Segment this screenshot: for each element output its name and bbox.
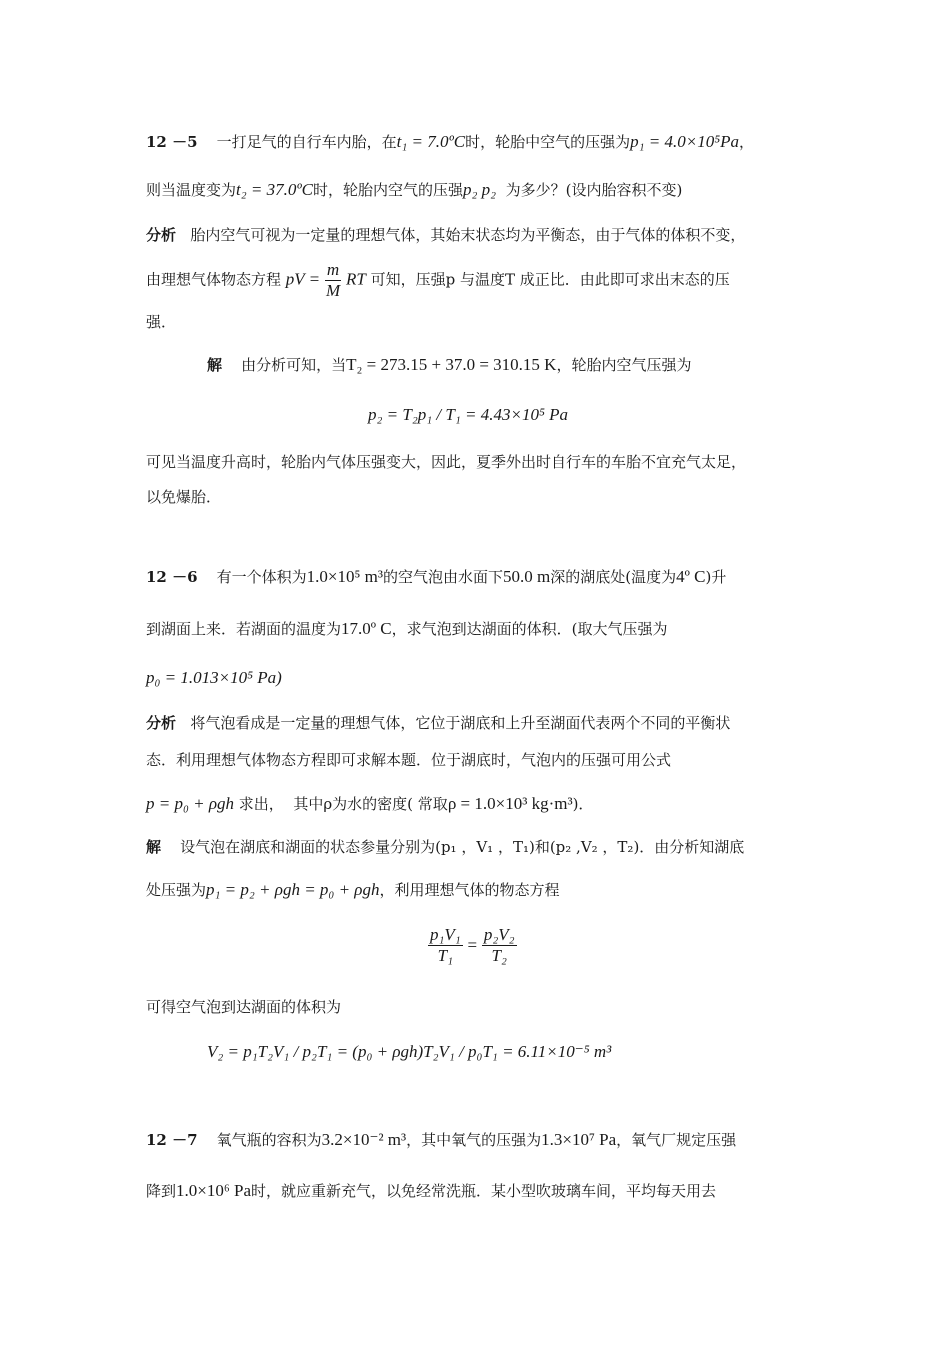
math: t₁ = 7.0ºC [396, 132, 466, 151]
analysis-line-3 [146, 312, 176, 332]
text: ，求气泡到达湖面的体积．(取大气压强为 [391, 620, 668, 638]
text: ，轮胎内空气压强为 [556, 356, 692, 374]
solution-label: 解 [207, 356, 223, 374]
problem-12-6-line-1 [146, 567, 726, 587]
numerator: p₁V₁ [430, 925, 461, 944]
text: 胎内空气可视为一定量的理想气体，其始末状态均为平衡态，由于气体的体积不变， [190, 226, 746, 244]
text: 可得空气泡到达湖面的体积为 [146, 998, 342, 1016]
text: 设气泡在湖底和湖面的状态参量分别为(p₁ ，V₁ ，T₁)和(p₂ ,V₂ ，T₂)．由分析知湖底 [180, 838, 745, 856]
math: t₂ = 37.0ºC [236, 180, 313, 199]
result-equation: V₂ = p₁T₂V₁ / p₂T₁ = (p₀ + ρgh)T₂V₁ / p₀T₁ = 6.11×10⁻⁵ m³ [207, 1042, 612, 1061]
solution-line-1 [207, 355, 691, 375]
math: p₁ = p₂ + ρgh = p₀ + ρgh [206, 880, 380, 899]
text: 氧气瓶的容积为 [216, 1131, 322, 1149]
fraction-equation [428, 925, 517, 966]
text: 其中ρ为水的密度( 常取 [293, 795, 448, 813]
math: p₁ = 4.0×10⁵Pa [630, 132, 740, 151]
text: ，氧气厂规定压强 [616, 1131, 737, 1149]
math: 1.3×10⁷ Pa [541, 1130, 617, 1149]
denominator: T₂ [491, 946, 507, 965]
math: 50.0 m [503, 567, 551, 586]
numerator: p₂V₂ [483, 925, 515, 944]
fraction-left [428, 925, 463, 966]
text: 态．利用理想气体物态方程即可求解本题．位于湖底时，气泡内的压强可用公式 [146, 751, 672, 769]
text: 由理想气体物态方程 [146, 270, 282, 289]
text: 以免爆胎． [146, 488, 222, 506]
problem-number: 12 －5 [146, 133, 198, 151]
text: 时，就应重新充气，以免经常洗瓶．某小型吹玻璃车间，平均每天用去 [251, 1182, 717, 1200]
text: 时，轮胎内空气的压强 [312, 181, 463, 199]
math: 1.0×10⁶ Pa [176, 1181, 252, 1200]
analysis-line-2 [146, 750, 671, 770]
math: ρ = 1.0×10³ kg·m³ [447, 794, 573, 813]
text: 强． [146, 313, 177, 331]
text: 将气泡看成是一定量的理想气体，它位于湖底和上升至湖面代表两个不同的平衡状 [190, 714, 731, 732]
math: p₂ p₂ [463, 180, 497, 199]
text: 为多少？(设内胎容积不变) [505, 181, 683, 199]
text: 时，轮胎中空气的压强为 [465, 133, 631, 151]
conclusion-line-2 [146, 487, 221, 507]
problem-12-6-line-2 [146, 619, 668, 639]
problem-12-7-line-2 [146, 1181, 716, 1201]
math: pV = [285, 269, 321, 289]
problem-number: 12 －7 [146, 1131, 198, 1149]
problem-12-7-line-1 [146, 1130, 736, 1150]
text: 一打足气的自行车内胎，在 [216, 133, 397, 151]
math: 1.0×10⁵ m³ [306, 567, 383, 586]
problem-number: 12 －6 [146, 568, 198, 586]
text: 求出， [238, 795, 284, 813]
analysis-line-1 [146, 713, 730, 733]
text: ，其中氧气的压强为 [406, 1131, 542, 1149]
denominator: M [325, 281, 341, 300]
math: T₂ = 273.15 + 37.0 = 310.15 K [346, 355, 557, 374]
problem-12-6-line-3: p₀ = 1.013×10⁵ Pa) [146, 668, 282, 687]
text: 则当温度变为 [146, 181, 237, 199]
equation: p₂ = T₂p₁ / T₁ = 4.43×10⁵ Pa [368, 405, 568, 424]
text: 有一个体积为 [216, 568, 307, 586]
solution-label: 解 [146, 838, 162, 856]
text: 的空气泡由水面下 [382, 568, 503, 586]
text: 深的湖底处(温度为 [550, 568, 677, 586]
analysis-line-2 [146, 260, 730, 301]
problem-12-5-line-1 [146, 132, 754, 152]
fraction [325, 260, 341, 301]
fraction-right [482, 925, 517, 966]
equals-sign: = [467, 935, 478, 955]
math: 4º C [676, 567, 706, 586]
text: 处压强为 [146, 881, 207, 899]
text: 可知，压强p 与温度T 成正比．由此即可求出末态的压 [370, 270, 730, 289]
math: p = p₀ + ρgh [146, 794, 235, 813]
numerator: m [326, 260, 340, 279]
analysis-label: 分析 [146, 226, 177, 244]
math: 17.0º C [341, 619, 392, 638]
text: )升 [705, 568, 727, 586]
text: )． [572, 795, 594, 813]
denominator: T₁ [437, 946, 454, 965]
text: ， [739, 133, 755, 151]
math: RT [345, 269, 366, 289]
math: 3.2×10⁻² m³ [321, 1130, 407, 1149]
text: 可见当温度升高时，轮胎内气体压强变大，因此，夏季外出时自行车的车胎不宜充气太足， [146, 453, 747, 471]
analysis-label: 分析 [146, 714, 177, 732]
text: 由分析可知，当 [241, 356, 347, 374]
text: ，利用理想气体的物态方程 [379, 881, 560, 899]
solution-line-2 [146, 880, 559, 900]
problem-12-5-line-2 [146, 180, 682, 200]
solution-line-1 [146, 837, 744, 857]
analysis-line-1 [146, 225, 745, 245]
text: 到湖面上来．若湖面的温度为 [146, 620, 342, 638]
result-text [146, 997, 341, 1017]
analysis-line-3 [146, 794, 593, 814]
conclusion-line-1 [146, 452, 746, 472]
text: 降到 [146, 1182, 177, 1200]
